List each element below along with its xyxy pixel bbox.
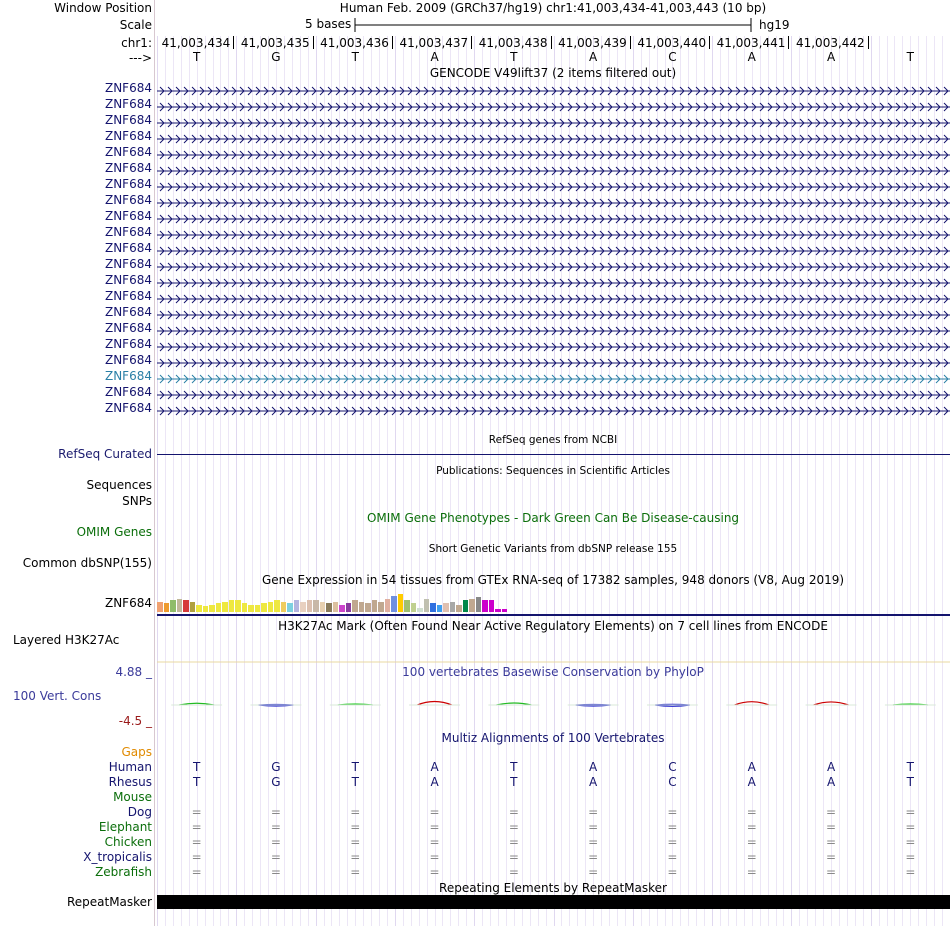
- base-letter: A: [589, 50, 598, 64]
- alignment-base: =: [350, 835, 361, 849]
- gencode-gene-label[interactable]: ZNF684: [104, 177, 152, 191]
- alignment-base: =: [350, 865, 361, 879]
- alignment-base: T: [510, 760, 518, 774]
- alignment-base: =: [191, 805, 202, 819]
- repeatmasker-element[interactable]: [157, 895, 950, 909]
- gencode-gene-label[interactable]: ZNF684: [104, 369, 152, 383]
- gtex-tissue-bar[interactable]: [274, 600, 280, 612]
- gencode-title: GENCODE V49lift37 (2 items filtered out): [429, 66, 677, 80]
- gtex-tissue-bar[interactable]: [157, 602, 163, 613]
- alignment-base: =: [905, 835, 916, 849]
- alignment-base: =: [191, 850, 202, 864]
- phylop-score-mark: [417, 701, 452, 705]
- gtex-tissue-bar[interactable]: [391, 596, 397, 613]
- alignment-base: =: [588, 820, 599, 834]
- alignment-base: =: [508, 835, 519, 849]
- gencode-gene-label[interactable]: ZNF684: [104, 241, 152, 255]
- base-letter: A: [747, 50, 756, 64]
- species-label[interactable]: Mouse: [113, 790, 152, 804]
- gtex-tissue-bar[interactable]: [502, 609, 508, 612]
- alignment-base: =: [905, 805, 916, 819]
- gencode-gene-label[interactable]: ZNF684: [104, 145, 152, 159]
- gtex-tissue-bar[interactable]: [482, 600, 488, 612]
- gencode-gene-label[interactable]: ZNF684: [104, 337, 152, 351]
- alignment-base: =: [270, 820, 281, 834]
- phylop-max-label: 4.88 _: [115, 665, 152, 679]
- alignment-base: A: [430, 775, 439, 789]
- gencode-gene-label[interactable]: ZNF684: [104, 353, 152, 367]
- alignment-base: =: [429, 865, 440, 879]
- alignment-base: =: [667, 805, 678, 819]
- gtex-tissue-bar[interactable]: [170, 600, 176, 612]
- phylop-title: 100 vertebrates Basewise Conservation by PhyloP: [402, 665, 704, 679]
- gtex-tissue-bar[interactable]: [313, 600, 319, 612]
- species-label[interactable]: Human: [108, 760, 152, 774]
- alignment-base: =: [588, 805, 599, 819]
- gtex-tissue-bar[interactable]: [281, 602, 287, 613]
- alignment-base: A: [826, 775, 836, 789]
- h3k27ac-label[interactable]: Layered H3K27Ac: [13, 633, 120, 647]
- gtex-tissue-bar[interactable]: [216, 603, 222, 612]
- base-letter: T: [906, 50, 915, 64]
- alignment-base: =: [429, 820, 440, 834]
- alignment-base: =: [350, 820, 361, 834]
- gtex-tissue-bar[interactable]: [456, 605, 462, 613]
- alignment-base: =: [508, 850, 519, 864]
- alignment-base: G: [271, 775, 281, 789]
- alignment-base: =: [826, 835, 837, 849]
- alignment-base: T: [351, 775, 359, 789]
- alignment-base: A: [747, 760, 756, 774]
- gtex-tissue-bar[interactable]: [333, 602, 339, 613]
- gtex-tissue-bar[interactable]: [268, 602, 274, 613]
- alignment-base: G: [271, 760, 281, 774]
- gtex-tissue-bar[interactable]: [209, 605, 215, 613]
- refseq-gene-line[interactable]: [157, 454, 950, 455]
- gtex-tissue-bar[interactable]: [450, 602, 456, 613]
- alignment-base: =: [270, 850, 281, 864]
- alignment-base: =: [826, 820, 837, 834]
- gtex-tissue-bar[interactable]: [294, 600, 300, 612]
- position-tick: [868, 36, 869, 49]
- alignment-base: =: [350, 805, 361, 819]
- alignment-base: =: [667, 865, 678, 879]
- position-label: 41,003,441: [716, 36, 786, 50]
- alignment-base: =: [429, 805, 440, 819]
- gtex-tissue-bar[interactable]: [248, 605, 254, 613]
- alignment-base: =: [508, 820, 519, 834]
- gtex-tissue-bar[interactable]: [365, 603, 371, 612]
- alignment-base: =: [826, 805, 837, 819]
- alignment-base: T: [510, 775, 518, 789]
- phylop-wiggle[interactable]: [157, 690, 950, 720]
- dbsnp-title: Short Genetic Variants from dbSNP release 155: [428, 543, 678, 555]
- alignment-base: =: [588, 850, 599, 864]
- gaps-label: Gaps: [121, 745, 152, 759]
- gtex-tissue-bar[interactable]: [378, 602, 384, 613]
- alignment-base: =: [905, 820, 916, 834]
- position-label: 41,003,438: [478, 36, 548, 50]
- alignment-base: =: [270, 805, 281, 819]
- gtex-tissue-bar[interactable]: [320, 602, 326, 613]
- gtex-tissue-bar[interactable]: [417, 608, 423, 613]
- gtex-tissue-bar[interactable]: [229, 600, 235, 612]
- alignment-base: A: [826, 760, 836, 774]
- species-label[interactable]: Elephant: [98, 820, 152, 834]
- gtex-tissue-bar[interactable]: [346, 603, 352, 612]
- position-label: 41,003,442: [795, 36, 865, 50]
- multiz-title: Multiz Alignments of 100 Vertebrates: [441, 731, 665, 745]
- gtex-tissue-bar[interactable]: [404, 600, 410, 612]
- base-letter: T: [510, 50, 518, 64]
- gtex-title: Gene Expression in 54 tissues from GTEx RNA-seq of 17382 samples, 948 donors (V8, Aug 2019): [261, 573, 845, 587]
- gencode-gene-label[interactable]: ZNF684: [104, 273, 152, 287]
- alignment-base: T: [192, 760, 201, 774]
- species-label[interactable]: X_tropicalis: [83, 850, 152, 864]
- gtex-tissue-bar[interactable]: [359, 602, 365, 613]
- gtex-tissue-bar[interactable]: [385, 599, 391, 613]
- gtex-tissue-bar[interactable]: [235, 600, 241, 612]
- alignment-base: =: [508, 865, 519, 879]
- alignment-base: =: [905, 850, 916, 864]
- gencode-gene-label[interactable]: ZNF684: [104, 97, 152, 111]
- base-letter: T: [351, 50, 359, 64]
- gtex-tissue-bar[interactable]: [242, 603, 248, 612]
- gtex-tissue-bar[interactable]: [287, 603, 293, 612]
- position-label: 41,003,440: [637, 36, 707, 50]
- gtex-tissue-bar[interactable]: [437, 605, 443, 613]
- scale-bar: [354, 17, 754, 33]
- gtex-label[interactable]: ZNF684: [104, 596, 152, 610]
- gtex-tissue-bar[interactable]: [203, 606, 209, 612]
- position-label: 41,003,436: [320, 36, 389, 50]
- scale-assembly: hg19: [759, 18, 790, 32]
- gencode-gene-label[interactable]: ZNF684: [104, 113, 152, 127]
- alignment-base: =: [270, 835, 281, 849]
- gtex-tissue-bar[interactable]: [196, 605, 202, 613]
- scale-bases: 5 bases: [305, 17, 352, 31]
- species-label[interactable]: Zebrafish: [95, 865, 152, 879]
- base-letter: C: [668, 50, 677, 64]
- alignment-base: A: [589, 775, 598, 789]
- alignment-base: T: [192, 775, 201, 789]
- position-label: 41,003,434: [161, 36, 231, 50]
- repeatmasker-title: Repeating Elements by RepeatMasker: [439, 881, 667, 895]
- gtex-tissue-bar[interactable]: [190, 602, 196, 613]
- species-label[interactable]: Rhesus: [108, 775, 152, 789]
- publications-title: Publications: Sequences in Scientific Articles: [436, 465, 670, 477]
- alignment-base: A: [747, 775, 756, 789]
- alignment-base: =: [191, 865, 202, 879]
- alignment-base: =: [746, 835, 757, 849]
- gtex-tissue-bar[interactable]: [352, 600, 358, 612]
- alignment-base: =: [905, 865, 916, 879]
- alignment-base: =: [667, 820, 678, 834]
- alignment-base: =: [746, 820, 757, 834]
- gencode-gene-label[interactable]: ZNF684: [104, 209, 152, 223]
- h3k27ac-title: H3K27Ac Mark (Often Found Near Active Regulatory Elements) on 7 cell lines from ENCODE: [278, 619, 828, 633]
- alignment-base: =: [746, 850, 757, 864]
- alignment-base: =: [429, 835, 440, 849]
- alignment-base: =: [667, 850, 678, 864]
- gencode-gene-label[interactable]: ZNF684: [104, 225, 152, 239]
- publications-label[interactable]: Sequences: [86, 478, 152, 492]
- base-letter: T: [192, 50, 201, 64]
- gtex-tissue-bar[interactable]: [443, 603, 449, 612]
- gtex-tissue-bar[interactable]: [411, 603, 417, 612]
- gencode-gene-label[interactable]: ZNF684: [104, 161, 152, 175]
- alignment-base: =: [588, 865, 599, 879]
- window-position-label: Window Position: [54, 1, 152, 15]
- snps-label[interactable]: SNPs: [122, 494, 152, 508]
- alignment-base: A: [430, 760, 439, 774]
- gtex-tissue-bar[interactable]: [495, 609, 501, 612]
- scale-label: Scale: [119, 18, 152, 32]
- gtex-tissue-bar[interactable]: [463, 600, 469, 612]
- gencode-gene-label[interactable]: ZNF684: [104, 129, 152, 143]
- gtex-tissue-bar[interactable]: [372, 600, 378, 612]
- alignment-base: =: [746, 865, 757, 879]
- alignment-base: =: [350, 850, 361, 864]
- gtex-tissue-bar[interactable]: [307, 600, 313, 612]
- alignment-base: =: [667, 835, 678, 849]
- species-label[interactable]: Chicken: [104, 835, 152, 849]
- alignment-base: T: [906, 775, 915, 789]
- gtex-tissue-bar[interactable]: [255, 605, 261, 613]
- alignment-base: T: [351, 760, 359, 774]
- gencode-transcript[interactable]: [157, 402, 950, 421]
- window-position-value: Human Feb. 2009 (GRCh37/hg19) chr1:41,003,434-41,003,443 (10 bp): [339, 1, 767, 15]
- phylop-label[interactable]: 100 Vert. Cons: [13, 689, 102, 703]
- gencode-gene-label[interactable]: ZNF684: [104, 321, 152, 335]
- dbsnp-label[interactable]: Common dbSNP(155): [22, 556, 152, 570]
- omim-title: OMIM Gene Phenotypes - Dark Green Can Be Disease-causing: [366, 511, 740, 525]
- position-label: 41,003,439: [558, 36, 627, 50]
- gtex-tissue-bar[interactable]: [261, 603, 267, 612]
- base-letter: A: [826, 50, 836, 64]
- gtex-tissue-bar[interactable]: [164, 603, 170, 612]
- gtex-tissue-bar[interactable]: [430, 603, 436, 612]
- phylop-min-label: -4.5 _: [118, 714, 152, 728]
- gtex-tissue-bar[interactable]: [177, 599, 183, 613]
- alignment-base: =: [270, 865, 281, 879]
- alignment-base: =: [191, 835, 202, 849]
- gtex-tissue-bar[interactable]: [424, 599, 430, 613]
- alignment-base: =: [746, 805, 757, 819]
- gencode-gene-label[interactable]: ZNF684: [104, 305, 152, 319]
- gencode-gene-label[interactable]: ZNF684: [104, 401, 152, 415]
- chrom-label: chr1:: [121, 36, 152, 50]
- gtex-tissue-bar[interactable]: [326, 603, 332, 612]
- gtex-tissue-bar[interactable]: [300, 602, 306, 613]
- alignment-base: T: [906, 760, 915, 774]
- gencode-gene-label[interactable]: ZNF684: [104, 289, 152, 303]
- gencode-gene-label[interactable]: ZNF684: [104, 385, 152, 399]
- alignment-base: =: [826, 850, 837, 864]
- gencode-gene-label[interactable]: ZNF684: [104, 193, 152, 207]
- base-letter: A: [430, 50, 439, 64]
- alignment-base: =: [191, 820, 202, 834]
- gencode-gene-label[interactable]: ZNF684: [104, 257, 152, 271]
- gtex-tissue-bar[interactable]: [339, 605, 345, 613]
- gtex-tissue-bar[interactable]: [398, 594, 404, 612]
- strand-label: --->: [128, 51, 152, 65]
- refseq-label[interactable]: RefSeq Curated: [58, 447, 152, 461]
- omim-label[interactable]: OMIM Genes: [76, 525, 152, 539]
- alignment-base: =: [508, 805, 519, 819]
- alignment-base: =: [826, 865, 837, 879]
- gtex-tissue-bar[interactable]: [476, 597, 482, 612]
- refseq-title: RefSeq genes from NCBI: [488, 434, 618, 446]
- species-label[interactable]: Dog: [127, 805, 152, 819]
- gtex-tissue-bar[interactable]: [183, 600, 189, 612]
- gtex-tissue-bar[interactable]: [222, 602, 228, 613]
- gtex-tissue-bar[interactable]: [469, 599, 475, 613]
- alignment-base: C: [668, 760, 677, 774]
- gencode-gene-label[interactable]: ZNF684: [104, 81, 152, 95]
- alignment-base: C: [668, 775, 677, 789]
- alignment-base: =: [429, 850, 440, 864]
- alignment-base: A: [589, 760, 598, 774]
- position-label: 41,003,435: [240, 36, 310, 50]
- gtex-tissue-bar[interactable]: [489, 600, 495, 612]
- base-letter: G: [271, 50, 281, 64]
- repeatmasker-label[interactable]: RepeatMasker: [66, 895, 152, 909]
- alignment-base: =: [588, 835, 599, 849]
- position-label: 41,003,437: [399, 36, 469, 50]
